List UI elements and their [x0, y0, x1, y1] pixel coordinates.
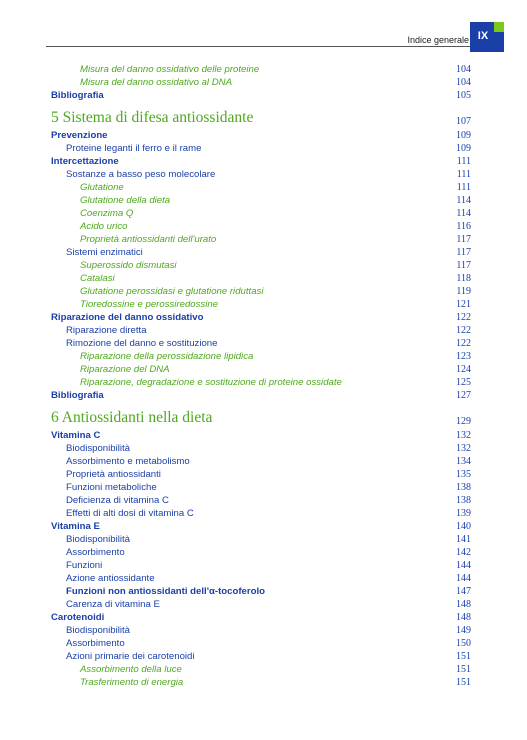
toc-entry-label: Riparazione della perossidazione lipidica: [80, 351, 254, 362]
toc-entry[interactable]: [0, 546, 527, 559]
toc-entry-page: 118: [456, 273, 471, 284]
toc-entry-label: Vitamina C: [51, 430, 101, 441]
toc-entry-page: 121: [456, 299, 471, 310]
toc-entry-label: Deficienza di vitamina C: [66, 495, 169, 506]
toc-entry-page: 148: [456, 612, 471, 623]
toc-entry[interactable]: [0, 272, 527, 285]
toc-entry[interactable]: [0, 63, 527, 76]
toc-entry[interactable]: [0, 611, 527, 624]
toc-entry[interactable]: [0, 89, 527, 102]
toc-entry-page: 107: [456, 116, 471, 127]
toc-entry-page: 132: [456, 430, 471, 441]
toc-chapter-heading[interactable]: [0, 406, 527, 429]
toc-entry-label: Rimozione del danno e sostituzione: [66, 338, 218, 349]
toc-entry[interactable]: [0, 298, 527, 311]
toc-entry-page: 122: [456, 338, 471, 349]
toc-entry-page: 117: [456, 260, 471, 271]
toc-entry-page: 142: [456, 547, 471, 558]
toc-entry-label: Prevenzione: [51, 130, 108, 141]
toc-entry-label: Funzioni non antiossidanti dell'α-tocoferolo: [66, 586, 265, 597]
toc-entry[interactable]: [0, 429, 527, 442]
toc-entry-page: 135: [456, 469, 471, 480]
toc-entry-page: 144: [456, 573, 471, 584]
toc-entry-label: Glutatione: [80, 182, 124, 193]
toc-entry-page: 111: [456, 169, 471, 180]
toc-entry[interactable]: [0, 520, 527, 533]
toc-entry[interactable]: [0, 442, 527, 455]
toc-entry-label: Bibliografia: [51, 90, 104, 101]
toc-entry-page: 138: [456, 495, 471, 506]
toc-entry-page: 127: [456, 390, 471, 401]
toc-entry-page: 139: [456, 508, 471, 519]
toc-entry-page: 148: [456, 599, 471, 610]
toc-entry[interactable]: [0, 350, 527, 363]
toc-entry-page: 114: [456, 195, 471, 206]
toc-entry[interactable]: [0, 233, 527, 246]
toc-entry[interactable]: [0, 507, 527, 520]
toc-chapter-heading[interactable]: [0, 106, 527, 129]
toc-entry-label: Sistemi enzimatici: [66, 247, 143, 258]
toc-entry-page: 125: [456, 377, 471, 388]
toc-entry[interactable]: [0, 663, 527, 676]
toc-entry[interactable]: [0, 637, 527, 650]
toc-entry-page: 134: [456, 456, 471, 467]
toc-entry[interactable]: [0, 168, 527, 181]
toc-entry-label: Superossido dismutasi: [80, 260, 177, 271]
toc-entry-page: 111: [456, 182, 471, 193]
toc-entry-page: 117: [456, 234, 471, 245]
toc-entry-page: 117: [456, 247, 471, 258]
toc-entry[interactable]: [0, 363, 527, 376]
toc-entry[interactable]: [0, 76, 527, 89]
toc-entry[interactable]: [0, 494, 527, 507]
toc-entry-page: 149: [456, 625, 471, 636]
toc-entry-page: 119: [456, 286, 471, 297]
toc-entry-page: 151: [456, 677, 471, 688]
toc-entry[interactable]: [0, 129, 527, 142]
toc-entry-label: Glutatione perossidasi e glutatione riduttasi: [80, 286, 264, 297]
toc-entry-page: 150: [456, 638, 471, 649]
toc-entry[interactable]: [0, 468, 527, 481]
toc-entry-page: 144: [456, 560, 471, 571]
toc-entry-label: Riparazione del danno ossidativo: [51, 312, 204, 323]
toc-entry-page: 141: [456, 534, 471, 545]
toc-entry-label: Riparazione, degradazione e sostituzione di proteine ossidate: [80, 377, 342, 388]
toc-entry-label: Intercettazione: [51, 156, 119, 167]
toc-entry-page: 114: [456, 208, 471, 219]
toc-entry-label: Catalasi: [80, 273, 115, 284]
toc-entry-label: Riparazione diretta: [66, 325, 147, 336]
toc-entry-label: Acido urico: [80, 221, 128, 232]
toc-entry[interactable]: [0, 285, 527, 298]
toc-entry-label: Effetti di alti dosi di vitamina C: [66, 508, 194, 519]
toc-entry-label: Assorbimento: [66, 547, 125, 558]
toc-entry-label: Coenzima Q: [80, 208, 134, 219]
toc-entry-page: 151: [456, 651, 471, 662]
toc-entry-page: 124: [456, 364, 471, 375]
toc-entry-page: 123: [456, 351, 471, 362]
toc-entry-label: Glutatione della dieta: [80, 195, 171, 206]
toc-entry[interactable]: [0, 585, 527, 598]
toc-entry[interactable]: [0, 650, 527, 663]
toc-entry-page: 129: [456, 416, 471, 427]
toc-entry-page: 104: [456, 77, 471, 88]
toc-entry-label: 5 Sistema di difesa antiossidante: [51, 109, 254, 126]
page-number: IX: [477, 30, 489, 42]
toc-entry-label: Assorbimento: [66, 638, 125, 649]
toc-entry-page: 151: [456, 664, 471, 675]
toc-entry-label: Trasferimento di energia: [80, 677, 184, 688]
toc-entry-label: Misura del danno ossidativo al DNA: [80, 77, 232, 88]
toc-entry-page: 105: [456, 90, 471, 101]
toc-entry[interactable]: [0, 389, 527, 402]
toc-entry-label: Tioredossine e perossiredossine: [80, 299, 219, 310]
toc-entry-page: 132: [456, 443, 471, 454]
toc-entry-label: Assorbimento della luce: [80, 664, 182, 675]
toc-entry[interactable]: [0, 598, 527, 611]
toc-entry-page: 111: [456, 156, 471, 167]
header-rule: [46, 46, 504, 47]
toc-entry-page: 109: [456, 130, 471, 141]
toc-entry-page: 122: [456, 312, 471, 323]
toc-entry[interactable]: [0, 624, 527, 637]
toc-entry[interactable]: [0, 311, 527, 324]
toc-entry-page: 104: [456, 64, 471, 75]
toc-entry-label: 6 Antiossidanti nella dieta: [51, 409, 213, 426]
toc-entry-label: Bibliografia: [51, 390, 104, 401]
toc-entry[interactable]: [0, 572, 527, 585]
toc-entry-page: 138: [456, 482, 471, 493]
toc-entry[interactable]: [0, 181, 527, 194]
toc-entry[interactable]: [0, 559, 527, 572]
toc-entry[interactable]: [0, 676, 527, 689]
toc-entry-label: Carenza di vitamina E: [66, 599, 160, 610]
toc-entry-label: Biodisponibilità: [66, 534, 130, 545]
toc-entry-label: Azione antiossidante: [66, 573, 155, 584]
toc-entry[interactable]: [0, 455, 527, 468]
toc-entry-label: Funzioni metaboliche: [66, 482, 157, 493]
toc-entry-label: Misura del danno ossidativo delle proteine: [80, 64, 260, 75]
toc-entry-page: 147: [456, 586, 471, 597]
toc-entry-label: Vitamina E: [51, 521, 100, 532]
toc-entry[interactable]: [0, 220, 527, 233]
toc-entry-page: 109: [456, 143, 471, 154]
toc-entry-label: Proprietà antiossidanti: [66, 469, 161, 480]
toc-entry-label: Funzioni: [66, 560, 103, 571]
toc-entry[interactable]: [0, 155, 527, 168]
toc-entry-label: Carotenoidi: [51, 612, 105, 623]
toc-entry-label: Riparazione del DNA: [80, 364, 170, 375]
toc-entry-page: 140: [456, 521, 471, 532]
toc-entry[interactable]: [0, 481, 527, 494]
toc-entry[interactable]: [0, 207, 527, 220]
toc-entry[interactable]: [0, 246, 527, 259]
toc-entry-label: Biodisponibilità: [66, 625, 130, 636]
table-of-contents: [0, 63, 527, 689]
toc-entry-label: Proprietà antiossidanti dell'urato: [80, 234, 217, 245]
toc-entry[interactable]: [0, 533, 527, 546]
toc-entry-label: Sostanze a basso peso molecolare: [66, 169, 216, 180]
toc-entry-label: Azioni primarie dei carotenoidi: [66, 651, 195, 662]
running-header-title: Indice generale: [407, 35, 469, 45]
toc-entry[interactable]: [0, 259, 527, 272]
toc-entry[interactable]: [0, 142, 527, 155]
toc-entry-label: Proteine leganti il ferro e il rame: [66, 143, 202, 154]
toc-entry[interactable]: [0, 194, 527, 207]
toc-entry-page: 122: [456, 325, 471, 336]
toc-entry[interactable]: [0, 337, 527, 350]
toc-entry[interactable]: [0, 376, 527, 389]
toc-entry-page: 116: [456, 221, 471, 232]
toc-entry-label: Biodisponibilità: [66, 443, 130, 454]
toc-entry[interactable]: [0, 324, 527, 337]
toc-entry-label: Assorbimento e metabolismo: [66, 456, 190, 467]
